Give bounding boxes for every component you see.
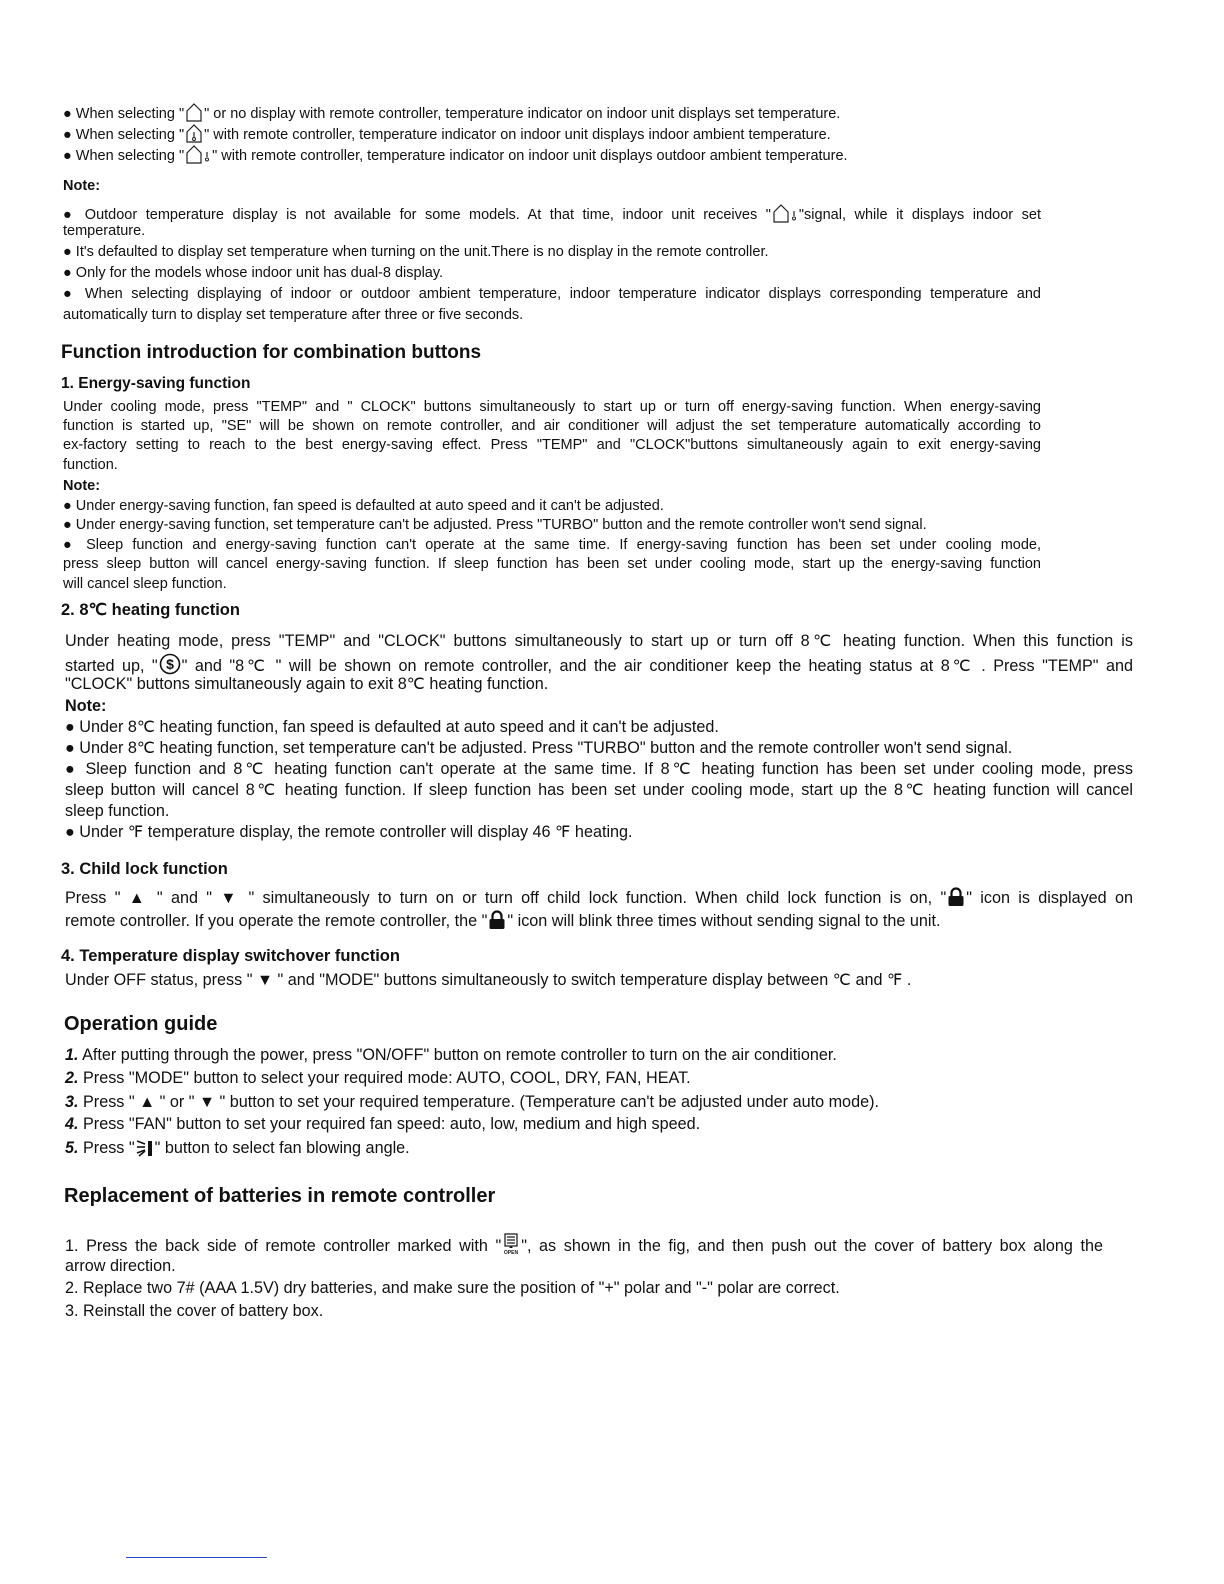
energy-line-2: function is started up, "SE" will be shown on remote controller, and air conditioner will adjust the set temperature automatically according to [63,418,1041,434]
house-set-temp-icon [185,102,203,122]
heat8-line-3: "CLOCK" buttons simultaneously again to exit 8℃ heating function. [65,675,549,693]
heat8-note-sleep-2: sleep button will cancel 8℃ heating function. If sleep function has been set under cooling mode, start up the 8℃ heating function will cancel [65,781,1133,799]
svg-text:$: $ [165,656,174,672]
energy-note-fan: ● Under energy-saving function, fan speed is defaulted at auto speed and it can't be adjusted. [63,498,664,514]
note-ambient-display-cont: automatically turn to display set temperature after three or five seconds. [63,307,524,323]
battery-open-icon [502,1233,520,1255]
energy-line-4: function. [63,457,118,473]
energy-line-3: ex-factory setting to reach to the best energy-saving effect. Press "TEMP" and "CLOCK"buttons simultaneously again to exit energy-saving [63,437,1041,453]
operation-step-1: 1. After putting through the power, press "ON/OFF" button on remote controller to turn on the air conditioner. [65,1046,837,1064]
heat8-note-fan: ● Under 8℃ heating function, fan speed is defaulted at auto speed and it can't be adjusted. [65,718,719,736]
energy-note-heading: Note: [63,478,101,494]
section-title-battery: Replacement of batteries in remote controller [64,1185,496,1207]
battery-step-2: 2. Replace two 7# (AAA 1.5V) dry batteries, and make sure the position of "+" polar and "-" polar are correct. [65,1279,840,1297]
heat8-note-fahrenheit: ● Under ℉ temperature display, the remote controller will display 46 ℉ heating. [65,823,633,841]
house-indoor-temp-icon [185,123,203,143]
energy-saving-heading: 1. Energy-saving function [61,375,251,392]
temp-switch-heading: 4. Temperature display switchover function [61,947,400,965]
note-outdoor-unavailable-cont: temperature. [63,223,146,239]
bullet-indoor-temp: ● When selecting " " with remote controller, temperature indicator on indoor unit displays indoor ambient temperature. [63,123,831,145]
heat8-line-1: Under heating mode, press "TEMP" and "CLOCK" buttons simultaneously to start up or turn off 8℃ heating function. When this function is [65,632,1133,650]
bullet-outdoor-temp: ● When selecting " " with remote controller, temperature indicator on indoor unit displays outdoor ambient temperature. [63,144,848,166]
child-lock-line-2: remote controller. If you operate the remote controller, the " " icon will blink three times without sending signal to the unit. [65,912,941,930]
temp-switch-line-1: Under OFF status, press " ▼ " and "MODE" buttons simultaneously to switch temperature display between ℃ and ℉ . [65,971,912,989]
heat8-heading: 2. 8℃ heating function [61,601,240,619]
battery-step-1-cont: arrow direction. [65,1257,176,1275]
operation-step-3: 3. Press " ▲ " or " ▼ " button to set your required temperature. (Temperature can't be adjusted under auto mode). [65,1093,879,1111]
section-title-operation: Operation guide [64,1013,218,1035]
operation-step-2: 2. Press "MODE" button to select your required mode: AUTO, COOL, DRY, FAN, HEAT. [65,1069,691,1087]
note-default-display: ● It's defaulted to display set temperature when turning on the unit.There is no display in the remote controller. [63,244,769,260]
house-outdoor-temp-icon [185,144,211,164]
energy-note-sleep-2: press sleep button will cancel energy-saving function. If sleep function has been set under cooling mode, start up the energy-saving function [63,556,1041,572]
energy-note-sleep-1: ● Sleep function and energy-saving function can't operate at the same time. If energy-saving function has been set under cooling mode, [63,537,1041,553]
child-lock-heading: 3. Child lock function [61,860,228,878]
open-label: OPEN [504,1250,519,1255]
lock-icon [488,910,506,930]
bullet-set-temp: ● When selecting " " or no display with remote controller, temperature indicator on indoor unit displays set temperature. [63,102,840,124]
battery-step-1: 1. Press the back side of remote controller marked with " OPEN ", as shown in the fig, and then push out the cover of battery box along the [65,1233,1103,1257]
heat8-note-sleep-3: sleep function. [65,802,170,820]
note-outdoor-unavailable: ● Outdoor temperature display is not available for some models. At that time, indoor unit receives " "signal, while it displays indoor set [63,203,1041,225]
swing-louver-icon [136,1137,154,1157]
energy-note-temp: ● Under energy-saving function, set temperature can't be adjusted. Press "TURBO" button and the remote controller won't send signal. [63,517,927,533]
heat8-line-2: started up, " $ " and "8℃ " will be shown on remote controller, and the air conditioner keep the heating status at 8℃ . Press "TEMP" and [65,653,1133,677]
heat8-note-sleep-1: ● Sleep function and 8℃ heating function can't operate at the same time. If 8℃ heating function has been set under cooling mode, press [65,760,1133,778]
note-dual8: ● Only for the models whose indoor unit has dual-8 display. [63,265,444,281]
footer-rule [126,1557,267,1558]
lock-icon [947,887,965,907]
note-ambient-display: ● When selecting displaying of indoor or outdoor ambient temperature, indoor temperature indicator displays corresponding temperature and [63,286,1041,302]
section-title-combination: Function introduction for combination buttons [61,342,482,363]
house-outdoor-temp-icon [772,203,798,223]
operation-step-4: 4. Press "FAN" button to set your required fan speed: auto, low, medium and high speed. [65,1115,701,1133]
heat8-note-temp: ● Under 8℃ heating function, set temperature can't be adjusted. Press "TURBO" button and the remote controller won't send signal. [65,739,1013,757]
child-lock-line-1: Press " ▲ " and " ▼ " simultaneously to turn on or turn off child lock function. When child lock function is on, " " icon is displayed on [65,889,1133,907]
heat8-note-heading: Note: [65,697,107,715]
note-heading: Note: [63,178,101,194]
energy-note-sleep-3: will cancel sleep function. [63,576,227,592]
energy-line-1: Under cooling mode, press "TEMP" and " CLOCK" buttons simultaneously to start up or turn off energy-saving function. When energy-saving [63,399,1041,415]
battery-step-3: 3. Reinstall the cover of battery box. [65,1302,324,1320]
dollar-circle-icon [159,653,181,675]
operation-step-5: 5. Press " " button to select fan blowing angle. [65,1139,410,1157]
